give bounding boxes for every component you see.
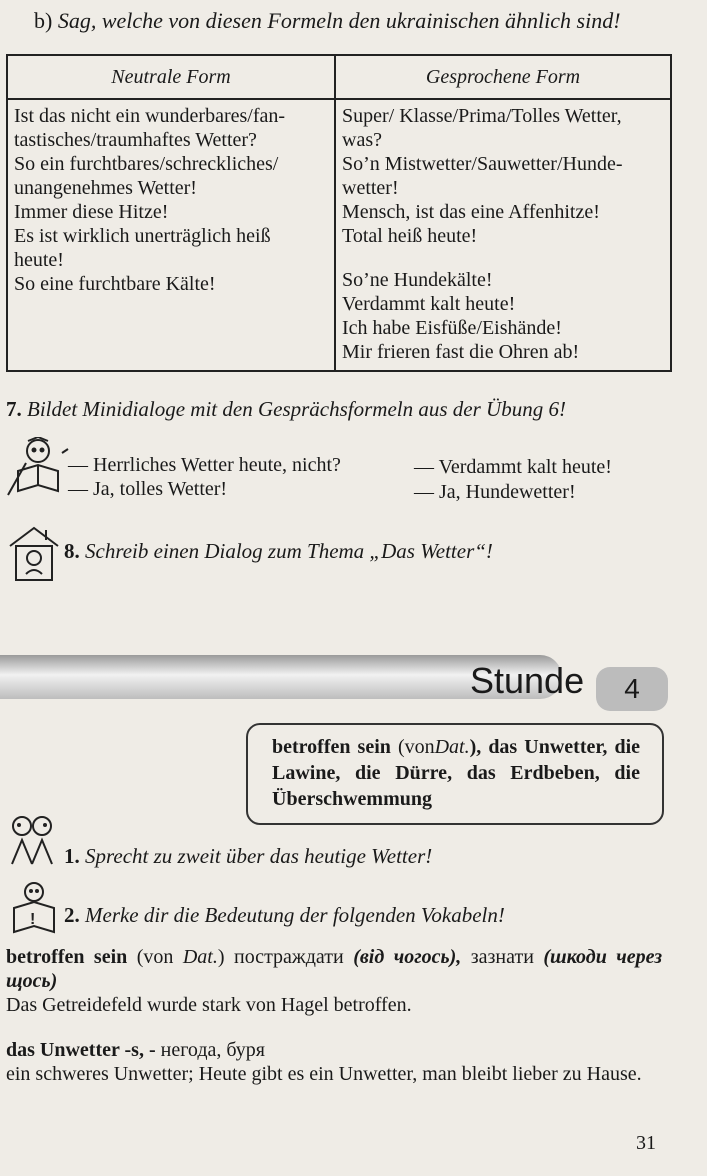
table-line: tastisches/traumhaftes Wetter? <box>14 129 257 151</box>
table-line: Mir frieren fast die Ohren ab! <box>342 341 580 363</box>
table-line: Total heiß heute! <box>342 225 478 247</box>
table-header-neutral: Neutrale Form <box>7 55 335 99</box>
book-owl-icon <box>6 880 62 938</box>
vocab-entry-unwetter <box>6 1038 265 1062</box>
exercise-1-text: Sprecht zu zweit über das heutige Wetter! <box>85 844 433 868</box>
table-line: Ich habe Eisfüße/Eishände! <box>342 317 562 339</box>
dialog-b-line-2: — Ja, Hundewetter! <box>414 481 576 503</box>
vocabulary-list <box>272 734 640 812</box>
reading-owl-icon <box>4 437 72 499</box>
table-header-spoken: Gesprochene Form <box>335 55 671 99</box>
entry-term: betroffen sein <box>6 946 128 968</box>
svg-text:!: ! <box>30 911 36 928</box>
speaking-pair-icon <box>6 812 58 870</box>
entry-paren-open: (von <box>136 946 174 968</box>
table-line: So eine furchtbare Kälte! <box>14 273 216 295</box>
table-line: unangenehmes Wetter! <box>14 177 197 199</box>
entry-translation-2: зазнати <box>470 946 534 968</box>
entry-paren-close: ) <box>217 946 225 968</box>
vocab-rest: Unwetter, die Lawine, die Dürre, das Erdbeben, die Überschwemmung <box>272 736 641 810</box>
vocab-dat: Dat. <box>434 736 470 758</box>
exercise-2-text: Merke dir die Bedeutung der folgenden Vokabeln! <box>85 903 505 927</box>
page-number: 31 <box>636 1132 656 1154</box>
table-line: So ein furchtbares/schreckliches/ <box>14 153 279 175</box>
table-line: Immer diese Hitze! <box>14 201 169 223</box>
spoken-column <box>335 99 671 371</box>
neutral-column <box>7 99 335 371</box>
entry-dat: Dat. <box>182 946 218 968</box>
exercise-1-number: 1. <box>64 844 80 868</box>
exercise-7-number: 7. <box>6 397 22 421</box>
entry-translation-note-2: (шкоди через щось) <box>6 946 663 992</box>
forms-table <box>6 54 672 372</box>
dialog-a-line-1: — Herrliches Wetter heute, nicht? <box>68 454 341 476</box>
exercise-1 <box>64 844 432 869</box>
table-line: Ist das nicht ein wunderbares/fan- <box>14 105 286 127</box>
exercise-8-number: 8. <box>64 539 80 563</box>
lesson-number-badge: 4 <box>596 667 668 711</box>
exercise-b-text: Sag, welche von diesen Formeln den ukrainischen ähnlich sind! <box>57 8 621 33</box>
entry-translation: постраждати <box>233 946 344 968</box>
exercise-8-text: Schreib einen Dialog zum Thema „Das Wetter“! <box>85 539 493 563</box>
lesson-title: Stunde <box>470 660 585 701</box>
vocab-entry-betroffen <box>6 945 662 993</box>
exercise-b-label: b) <box>34 8 53 33</box>
exercise-b-heading <box>34 8 694 34</box>
table-line: Mensch, ist das eine Affenhitze! <box>342 201 600 223</box>
writing-house-icon <box>6 524 62 586</box>
exercise-2 <box>64 903 505 928</box>
table-line: wetter! <box>342 177 399 199</box>
table-line: Es ist wirklich unerträglich heiß <box>14 225 271 247</box>
entry-2-translation: негода, буря <box>160 1039 265 1061</box>
dialog-b-line-1: — Verdammt kalt heute! <box>414 456 612 478</box>
table-line: Verdammt kalt heute! <box>342 293 516 315</box>
table-line: So’ne Hundekälte! <box>342 269 493 291</box>
entry-translation-note: (від чогось), <box>353 946 462 968</box>
table-line: was? <box>342 129 382 151</box>
exercise-2-number: 2. <box>64 903 80 927</box>
vocab-paren: (von <box>397 736 435 758</box>
entry-2-term: das Unwetter -s, - <box>6 1039 156 1061</box>
entry-2-example: ein schweres Unwetter; Heute gibt es ein Unwetter, man bleibt lieber zu Hause. <box>6 1063 642 1085</box>
table-line: Super/ Klasse/Prima/Tolles Wetter, <box>342 105 622 127</box>
exercise-8 <box>64 539 493 564</box>
dialog-a-line-2: — Ja, tolles Wetter! <box>68 478 228 500</box>
vocab-article: ), das <box>469 736 518 758</box>
exercise-7-text: Bildet Minidialoge mit den Gesprächsformeln aus der Übung 6! <box>27 397 566 421</box>
table-line: So’n Mistwetter/Sauwetter/Hunde- <box>342 153 623 175</box>
vocab-term: betroffen sein <box>272 736 391 758</box>
exercise-7 <box>6 397 566 422</box>
entry-1-example: Das Getreidefeld wurde stark von Hagel betroffen. <box>6 994 412 1016</box>
table-line: heute! <box>14 249 64 271</box>
